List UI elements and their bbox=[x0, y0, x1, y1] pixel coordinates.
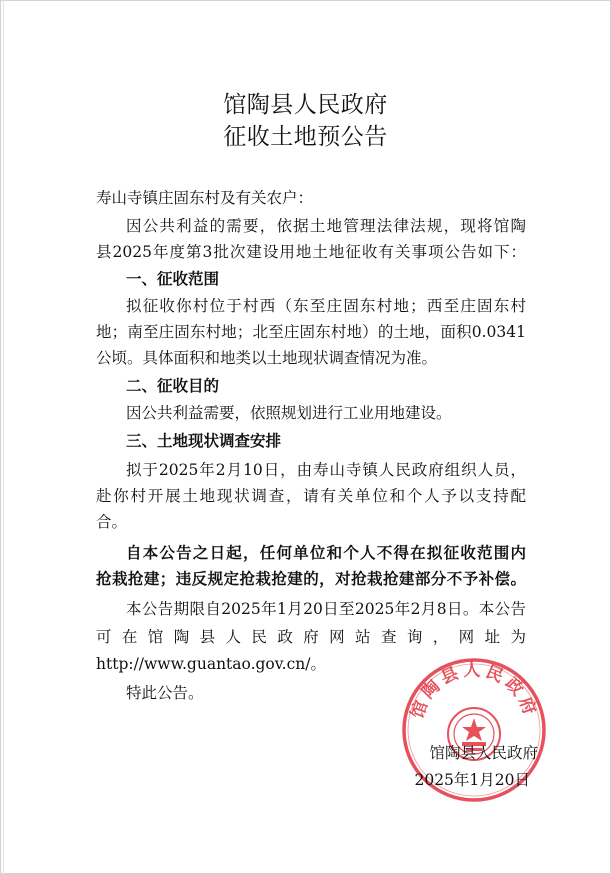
salutation: 寿山寺镇庄固东村及有关农户： bbox=[96, 189, 314, 207]
section3-line2: 赴你村开展土地现状调查，请有关单位和个人予以支持配 bbox=[96, 487, 526, 505]
section1-line2: 地；南至庄固东村地；北至庄固东村地）的土地，面积0.0341 bbox=[96, 323, 526, 341]
closing-text: 特此公告。 bbox=[126, 684, 204, 702]
section3-line3: 合。 bbox=[96, 513, 128, 531]
period-line3: http://www.guantao.gov.cn/。 bbox=[96, 655, 326, 673]
section1-line1: 拟征收你村位于村西（东至庄固东村地；西至庄固东村 bbox=[126, 297, 526, 315]
seal-text: 馆陶县人民政府 bbox=[407, 660, 541, 722]
section1-line3: 公顷。具体面积和地类以土地现状调查情况为准。 bbox=[96, 349, 438, 367]
notice-line2: 抢栽抢建；违反规定抢栽抢建的，对抢栽抢建部分不予补偿。 bbox=[96, 570, 526, 588]
section1-heading: 一、征收范围 bbox=[126, 270, 220, 288]
period-line1: 本公告期限自2025年1月20日至2025年2月8日。本公告 bbox=[126, 600, 526, 618]
section3-line1: 拟于2025年2月10日，由寿山寺镇人民政府组织人员， bbox=[126, 461, 526, 479]
document-title-line1: 馆陶县人民政府 bbox=[223, 92, 388, 118]
section3-heading: 三、土地现状调查安排 bbox=[126, 432, 282, 450]
notice-line1: 自本公告之日起，任何单位和个人不得在拟征收范围内 bbox=[126, 544, 526, 562]
intro-line2: 县2025年度第3批次建设用地土地征收有关事项公告如下： bbox=[96, 243, 526, 261]
section2-line1: 因公共利益需要，依照规划进行工业用地建设。 bbox=[126, 404, 452, 422]
signature-date: 2025年1月20日 bbox=[414, 771, 530, 789]
document-title-line2: 征收土地预公告 bbox=[223, 124, 388, 150]
section2-heading: 二、征收目的 bbox=[126, 377, 220, 395]
intro-line1: 因公共利益的需要，依据土地管理法律法规，现将馆陶 bbox=[126, 217, 526, 235]
period-line2: 可在馆陶县人民政府网站查询，网址为 bbox=[96, 628, 526, 646]
signature-org: 馆陶县人民政府 bbox=[429, 744, 538, 762]
